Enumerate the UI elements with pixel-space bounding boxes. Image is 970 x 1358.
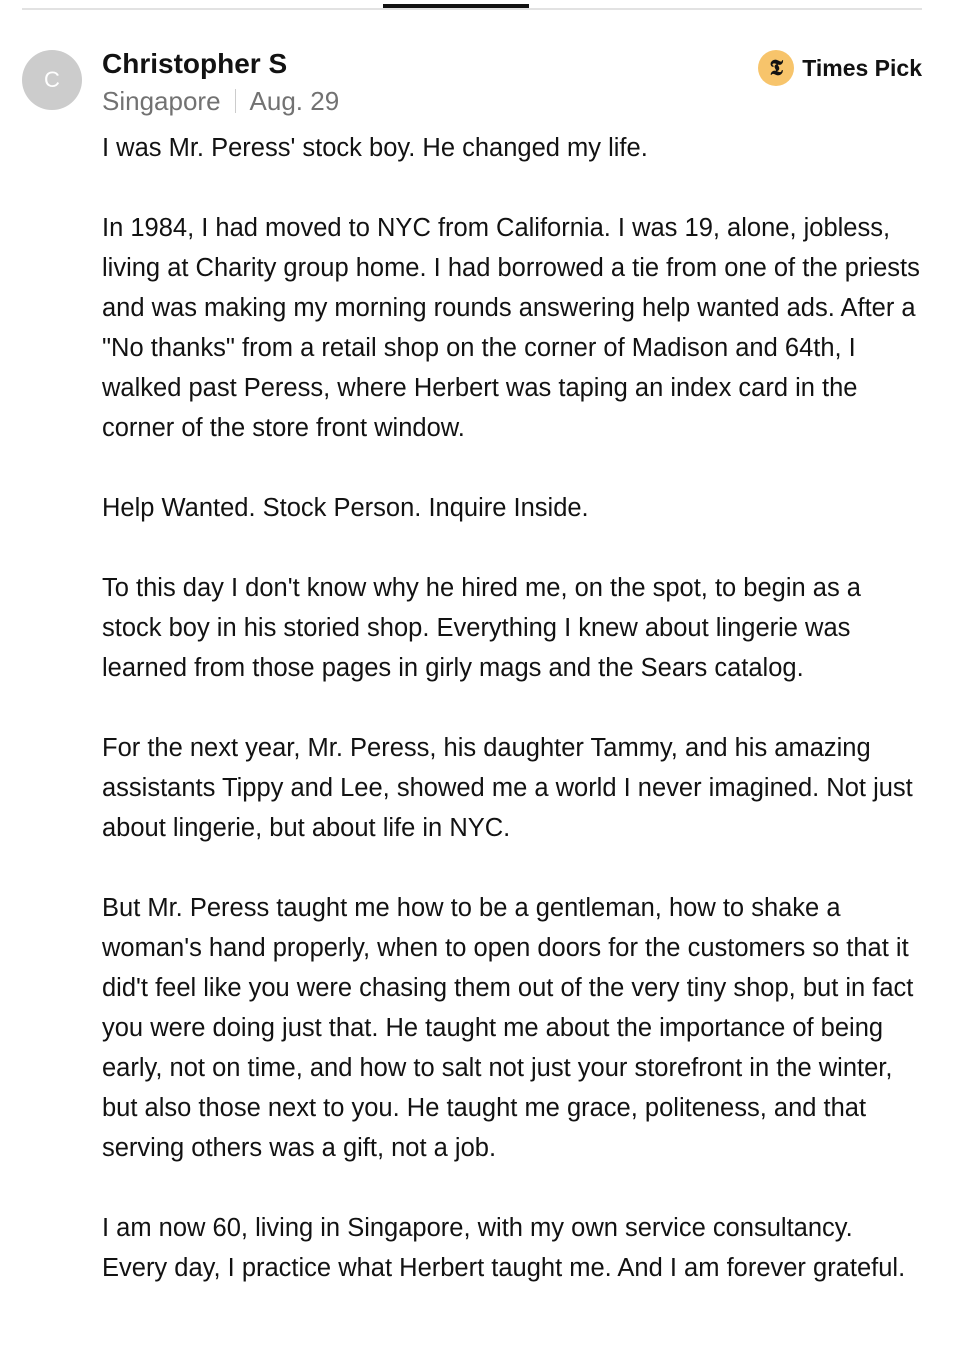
comment-header xyxy=(102,46,922,118)
meta-separator xyxy=(235,89,236,113)
times-pick-badge xyxy=(758,50,922,86)
author-name[interactable]: Christopher S xyxy=(102,48,288,79)
comment-paragraph: To this day I don't know why he hired me, on the spot, to begin as a stock boy in his storied shop. Everything I knew about lingerie was learned from those pages in girly mags and the Sears catalog. xyxy=(102,574,861,682)
comment-paragraph: In 1984, I had moved to NYC from California. I was 19, alone, jobless, living at Charity group home. I had borrowed a tie from one of the priests and was making my morning rounds answering help wanted ads. After a "No thanks" from a retail shop on the corner of Madison and 64th, I walked past Peress, where Herbert was taping an index card in the corner of the store front window. xyxy=(102,214,920,442)
comment-body xyxy=(102,128,922,1288)
comment-paragraph: But Mr. Peress taught me how to be a gentleman, how to shake a woman's hand properly, when to open doors for the customers so that it did't feel like you were chasing them out of the very tiny shop, but in fact you were doing just that. He taught me about the importance of being early, not on time, and how to salt not just your storefront in the winter, but also those next to you. He taught me grace, politeness, and that serving others was a gift, not a job. xyxy=(102,894,914,1162)
active-tab-indicator xyxy=(383,4,529,8)
comment-date: Aug. 29 xyxy=(249,86,340,116)
times-pick-label: Times Pick xyxy=(802,54,922,81)
avatar[interactable]: C xyxy=(22,50,82,110)
comment-meta xyxy=(102,84,922,118)
top-divider xyxy=(22,8,922,10)
comment-paragraph: I was Mr. Peress' stock boy. He changed my life. xyxy=(102,134,648,162)
author-location: Singapore xyxy=(102,86,221,116)
nyt-t-logo-icon: 𝕿 xyxy=(758,50,794,86)
comment-paragraph: I am now 60, living in Singapore, with my own service consultancy. Every day, I practice what Herbert taught me. And I am forever grateful. xyxy=(102,1214,906,1282)
comment-paragraph: Help Wanted. Stock Person. Inquire Inside. xyxy=(102,494,589,522)
comment-paragraph: For the next year, Mr. Peress, his daughter Tammy, and his amazing assistants Tippy and Lee, showed me a world I never imagined. Not just about lingerie, but about life in NYC. xyxy=(102,734,913,842)
